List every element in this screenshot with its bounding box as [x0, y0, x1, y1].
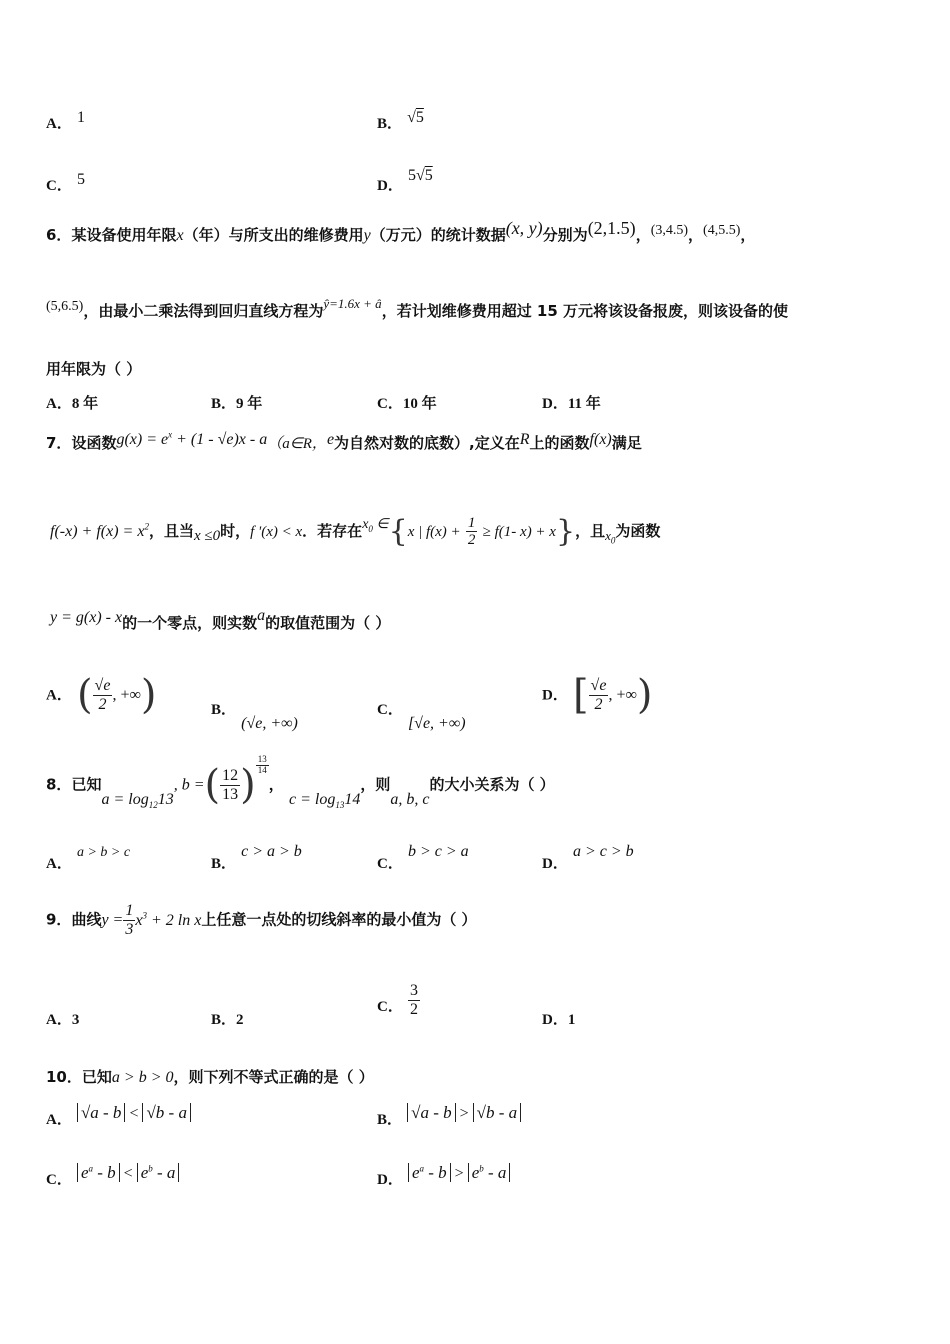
cond-x: x ≤0 — [193, 528, 221, 544]
option-label: C． — [377, 702, 403, 718]
question-number: 9． — [46, 910, 72, 929]
q7-text: 的取值范围为（ ） — [265, 614, 391, 632]
option-label: A． — [46, 687, 72, 704]
q7-option-b[interactable] — [211, 698, 298, 732]
q7-text: 为函数 — [615, 522, 661, 540]
curve-rest: $x^3 + 2$ ln x — [135, 910, 202, 929]
fraction: $\frac{√e}{2}$ — [94, 676, 111, 713]
left-paren: ( — [204, 762, 221, 808]
abs-right: √b - a — [142, 1103, 191, 1122]
comma: ， — [635, 226, 651, 244]
q5-option-c[interactable] — [46, 168, 85, 194]
q10-option-a[interactable] — [46, 1102, 191, 1128]
left-bracket: [ — [572, 672, 589, 718]
option-label: D． — [377, 1172, 403, 1188]
var-x: x — [176, 227, 184, 244]
q10-line-1 — [46, 1066, 374, 1087]
option-value: 1 — [76, 109, 85, 126]
abc-vars: a, b, c — [390, 790, 430, 808]
eq-fx: $f(-x) + f(x) = x^2$ — [50, 521, 149, 540]
option-label: A． — [46, 1112, 72, 1128]
comma: ， — [688, 226, 704, 244]
q6-option-a[interactable]: A．8 年 — [46, 396, 99, 412]
q7-text: 为自然对数的底数）,定义在 — [334, 434, 520, 452]
option-value: a > c > b — [572, 843, 634, 860]
q6-option-b[interactable]: B．9 年 — [211, 396, 263, 412]
option-label: C． — [46, 178, 72, 194]
b-fraction: $\frac{12}{13}$ — [222, 766, 239, 803]
option-label: D． — [377, 178, 403, 194]
q7-option-c[interactable] — [377, 698, 466, 732]
data-point: (3,4.5) — [650, 223, 689, 238]
q7-line-2 — [50, 514, 660, 549]
q8-text: 的大小关系为（ ） — [429, 775, 555, 794]
set-expr: $x_0$ ∈ — [362, 517, 389, 534]
q10-text: 已知 — [81, 1068, 112, 1086]
q8-option-d[interactable] — [542, 840, 634, 872]
comma: ， — [740, 226, 756, 244]
q6-line-3: 用年限为（ ） — [46, 360, 142, 378]
right-paren: ) — [140, 672, 157, 718]
q9-option-a[interactable]: A．3 — [46, 1012, 80, 1028]
abs-left: $e^a$ - b — [408, 1163, 451, 1182]
abs-right: √b - a — [473, 1103, 522, 1122]
q5-option-a[interactable] — [46, 109, 85, 133]
q10-cond: a > b > 0 — [111, 1069, 174, 1086]
q7-text: ，且当 — [148, 522, 194, 540]
option-label: A． — [46, 116, 72, 132]
q6-text: ，若计划维修费用超过 15 万元将该设备报废，则该设备的使 — [381, 302, 789, 320]
q7-line-3 — [50, 607, 391, 633]
abs-right: $e^b$ - a — [468, 1163, 511, 1182]
q5-option-b[interactable] — [377, 106, 424, 132]
abs-left: $e^a$ - b — [77, 1163, 120, 1182]
half-fraction: $\frac{1}{2}$ — [467, 514, 476, 548]
q6-line-1 — [46, 218, 756, 245]
data-point: (5,6.5) — [46, 299, 84, 314]
option-value: 5√5 — [407, 167, 433, 184]
set-expr-b: ≥ f(1- x) + x — [482, 524, 556, 540]
b-exponent: $\frac{13}{14}$ — [257, 753, 267, 775]
q6-text: 分别为 — [542, 226, 588, 244]
q7-text: 满足 — [611, 434, 642, 452]
q10-text: ，则下列不等式正确的是（ ） — [173, 1068, 374, 1086]
q6-option-c[interactable]: C．10 年 — [377, 396, 437, 412]
q7-text: 的一个零点，则实数 — [122, 614, 258, 632]
var-e: e — [326, 431, 335, 448]
right-paren: ) — [636, 672, 653, 718]
option-label: B． — [377, 116, 403, 132]
option-label: A． — [46, 856, 72, 872]
q8-line-1 — [46, 753, 555, 810]
option-label: B． — [211, 856, 237, 872]
left-paren: ( — [76, 672, 93, 718]
q10-option-b[interactable] — [377, 1102, 521, 1128]
q8-option-a[interactable] — [46, 840, 131, 872]
operator: > — [455, 1105, 473, 1122]
data-point: (4,5.5) — [703, 223, 741, 238]
abs-left: √a - b — [407, 1103, 456, 1122]
fraction: $\frac{√e}{2}$ — [590, 676, 607, 713]
right-paren: ) — [240, 762, 256, 808]
q7-text: ，且 — [575, 522, 606, 540]
c-def: $c = \log_{13}14$ — [288, 790, 361, 810]
option-value: √5 — [407, 109, 424, 126]
regression-equation: ŷ=1.6x + â — [323, 296, 382, 311]
q7-text: ．若存在 — [302, 522, 363, 540]
pair-xy: (x, y) — [505, 218, 543, 238]
abs-left: √a - b — [77, 1103, 126, 1122]
option-label: D． — [542, 856, 568, 872]
option-label: D． — [542, 687, 568, 704]
set-R: R — [519, 431, 530, 448]
zero-function: y = g(x) - x — [50, 609, 123, 626]
q8-text: 已知 — [71, 775, 102, 794]
q9-text: 上任意一点处的切线斜率的最小值为（ ） — [201, 910, 477, 929]
q6-text: 某设备使用年限 — [71, 226, 177, 244]
q6-option-d[interactable]: D．11 年 — [542, 396, 601, 412]
q10-option-c[interactable] — [46, 1162, 179, 1188]
q6-text: （万元）的统计数据 — [370, 226, 506, 244]
option-value: a > b > c — [76, 845, 131, 860]
comma: ， — [268, 775, 284, 794]
option-rest: , +∞ — [112, 686, 141, 704]
var-a: a — [257, 607, 266, 624]
f-function: f(x) — [589, 431, 612, 448]
option-rest: , +∞ — [608, 686, 637, 704]
option-label: B． — [377, 1112, 403, 1128]
q8-option-c[interactable] — [377, 840, 469, 872]
left-brace: { — [388, 514, 408, 549]
question-number: 7． — [46, 434, 72, 452]
third-fraction: $\frac{1}{3}$ — [125, 902, 134, 938]
q7-cond: （a∈R， — [267, 436, 327, 452]
q5-option-d[interactable] — [377, 164, 433, 194]
var-y: y — [363, 227, 371, 244]
option-value: c > a > b — [241, 843, 302, 860]
option-value: 5 — [76, 171, 85, 188]
b-def: , b = — [173, 776, 205, 794]
q6-text: ，由最小二乘法得到回归直线方程为 — [83, 302, 324, 320]
question-number: 10． — [46, 1068, 82, 1086]
q6-line-2 — [46, 296, 789, 321]
data-point: (2,1.5) — [587, 218, 636, 238]
q9-option-c[interactable] — [377, 982, 420, 1018]
option-label: C． — [377, 998, 403, 1015]
option-label: C． — [46, 1172, 72, 1188]
option-value: b > c > a — [407, 843, 469, 860]
fraction: $\frac{3}{2}$ — [409, 982, 418, 1018]
operator: < — [125, 1105, 143, 1122]
x0: $x_0$ — [605, 528, 616, 546]
q7-text: 上的函数 — [529, 434, 590, 452]
question-number: 8． — [46, 775, 72, 794]
q10-option-d[interactable] — [377, 1162, 510, 1188]
q7-text: 设函数 — [71, 434, 117, 452]
option-value: [√e, +∞) — [407, 715, 466, 732]
q6-text: （年）与所支出的维修费用 — [183, 226, 364, 244]
operator: < — [119, 1165, 137, 1182]
option-value: (√e, +∞) — [241, 715, 298, 732]
abs-right: $e^b$ - a — [137, 1163, 180, 1182]
q9-option-d[interactable]: D．1 — [542, 1012, 576, 1028]
q7-line-1 — [46, 429, 642, 453]
g-function: $g(x) = e^x + (1 - √e)x - a$ — [116, 429, 268, 448]
q8-text: ，则 — [360, 775, 391, 794]
q8-option-b[interactable] — [211, 840, 302, 872]
q7-option-d[interactable] — [542, 672, 652, 718]
option-label: B． — [211, 702, 237, 718]
curve-y: y = — [101, 911, 124, 929]
option-label: C． — [377, 856, 403, 872]
set-expr-a: x | f(x) + — [407, 524, 461, 540]
a-def: $a = \log_{12}13$ — [101, 790, 174, 810]
q9-option-b[interactable]: B．2 — [211, 1012, 244, 1028]
q9-text: 曲线 — [71, 910, 102, 929]
right-brace: } — [555, 514, 576, 549]
derivative-cond: f '(x) < x — [250, 524, 303, 540]
question-number: 6． — [46, 226, 72, 244]
q7-option-a[interactable] — [46, 672, 156, 718]
q9-line-1 — [46, 902, 477, 938]
operator: > — [450, 1165, 468, 1182]
q7-text: 时， — [220, 522, 251, 540]
